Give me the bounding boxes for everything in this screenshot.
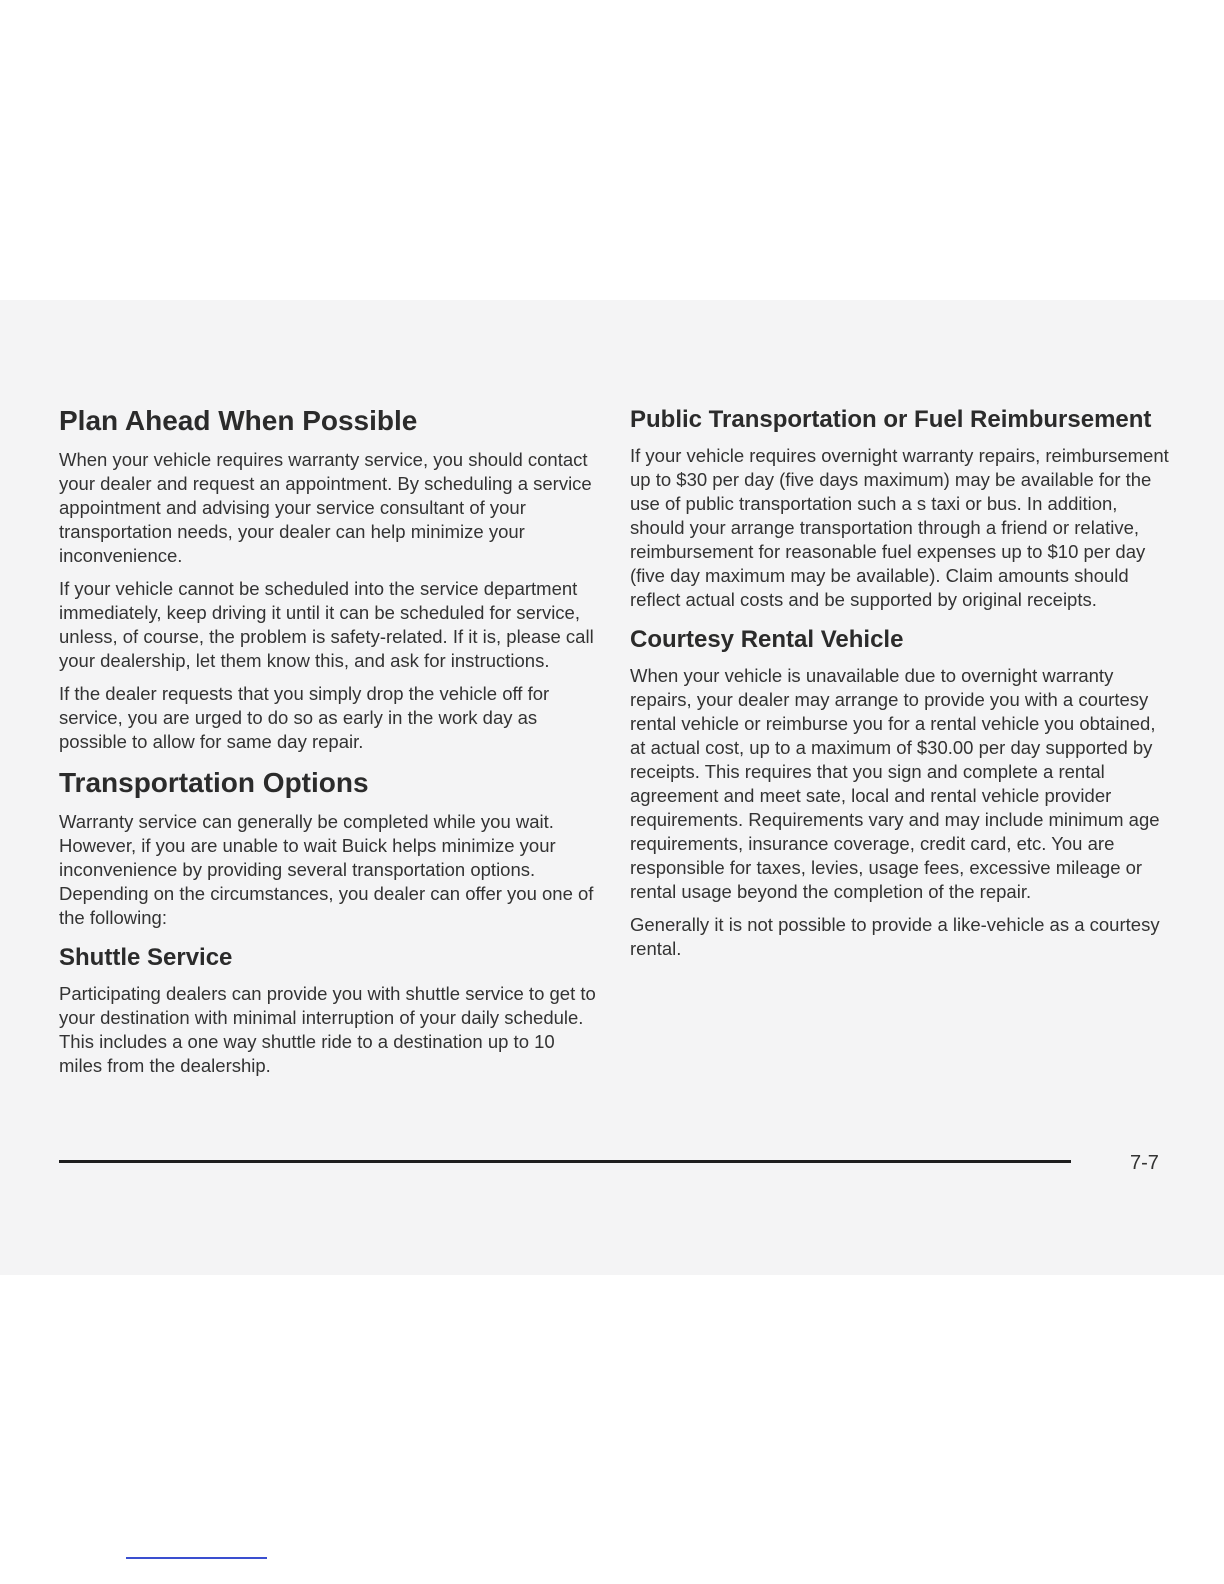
plan-ahead-paragraph-2: If your vehicle cannot be scheduled into the service department immediately, keep driving it until it can be scheduled for service, unless, of course, the problem is safety-related. If it is, please call your dealership, let them know this, and ask for instructions. bbox=[59, 578, 594, 671]
plan-ahead-paragraph-3: If the dealer requests that you simply drop the vehicle off for service, you are urged to do so as early in the work day as possible to allow for same day repair. bbox=[59, 683, 550, 752]
public-transportation-heading: Public Transportation or Fuel Reimbursement bbox=[630, 406, 1152, 433]
transportation-options-section bbox=[59, 768, 599, 930]
plan-ahead-heading: Plan Ahead When Possible bbox=[59, 405, 418, 436]
shuttle-service-paragraph: Participating dealers can provide you with shuttle service to get to your destination with minimal interruption of your daily schedule. This includes a one way shuttle ride to a destination up to 10 miles from the dealership. bbox=[59, 983, 596, 1076]
courtesy-rental-paragraph-2: Generally it is not possible to provide a like-vehicle as a courtesy rental. bbox=[630, 914, 1160, 959]
page-number: 7-7 bbox=[1130, 1152, 1159, 1174]
right-column bbox=[630, 406, 1175, 970]
transportation-options-heading: Transportation Options bbox=[59, 767, 369, 798]
plan-ahead-section bbox=[59, 406, 599, 754]
shuttle-service-section bbox=[59, 944, 599, 1078]
public-transportation-section bbox=[630, 406, 1175, 612]
plan-ahead-paragraph-1: When your vehicle requires warranty service, you should contact your dealer and request an appointment. By scheduling a service appointment and advising your service consultant of your transportation needs, your dealer can help minimize your inconvenience. bbox=[59, 449, 592, 566]
footer-rule bbox=[59, 1160, 1071, 1163]
courtesy-rental-section bbox=[630, 626, 1175, 961]
bottom-link-underline[interactable] bbox=[126, 1557, 267, 1559]
shuttle-service-heading: Shuttle Service bbox=[59, 944, 233, 971]
transportation-options-paragraph: Warranty service can generally be completed while you wait. However, if you are unable to wait Buick helps minimize your inconvenience by providing several transportation options. Depending on the circumstances, you dealer can offer you one of the following: bbox=[59, 811, 594, 928]
courtesy-rental-heading: Courtesy Rental Vehicle bbox=[630, 626, 904, 653]
public-transportation-paragraph: If your vehicle requires overnight warranty repairs, reimbursement up to $30 per day (five days maximum) may be available for the use of public transportation such a s taxi or bus. In addition, should your arrange transportation through a friend or relative, reimbursement for reasonable fuel expenses up to $10 per day (five day maximum may be available). Claim amounts should reflect actual costs and be supported by original receipts. bbox=[630, 445, 1169, 610]
courtesy-rental-paragraph-1: When your vehicle is unavailable due to overnight warranty repairs, your dealer may arrange to provide you with a courtesy rental vehicle or reimburse you for a rental vehicle you obtained, at actual cost, up to a maximum of $30.00 per day supported by receipts. This requires that you sign and complete a rental agreement and meet sate, local and rental vehicle provider requirements. Requirements vary and may include minimum age requirements, insurance coverage, credit card, etc. You are responsible for taxes, levies, usage fees, excessive mileage or rental usage beyond the completion of the repair. bbox=[630, 665, 1160, 902]
left-column bbox=[59, 406, 599, 1087]
